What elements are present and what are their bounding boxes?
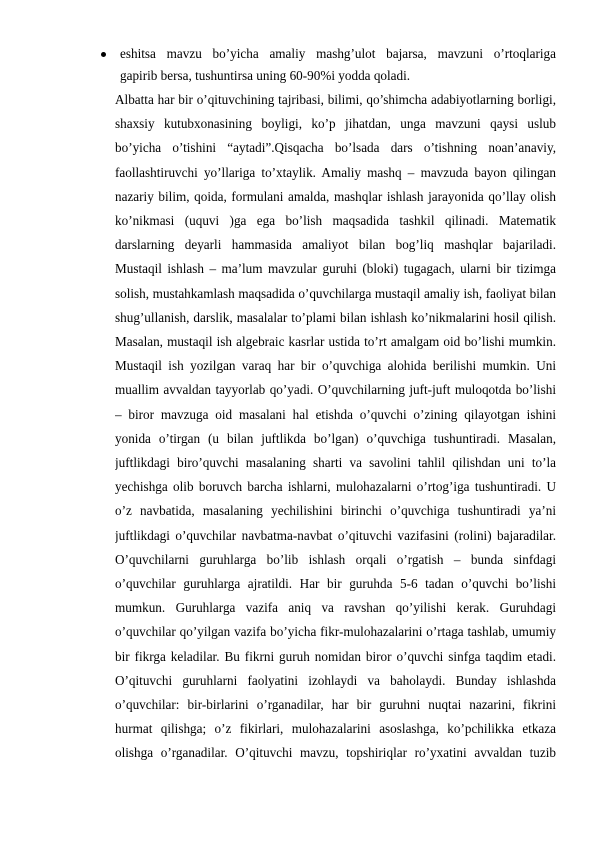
paragraph-line: solish, mustahkamlash maqsadida o’quvchilarga mustaqil amaliy ish, faoliyat bilan	[115, 285, 556, 301]
paragraph-line: yonida o’tirgan (u bilan juftlikda bo’lgan) o’quvchiga tushuntiradi. Masalan,	[115, 430, 556, 446]
bullet-text	[120, 43, 556, 87]
paragraph-line: faollashtiruvchi yo’llariga to’xtaylik. Amaliy mashq – mavzuda bayon qilingan	[115, 164, 556, 180]
paragraph-line: yechishga olib boruvch barcha ishlarni, mulohazalarni o’rtog’iga tushuntiradi. U	[115, 479, 556, 495]
paragraph-line: muallim avvaldan tayyorlab qo’yadi. O’quvchilarning juft-juft muloqotda bo’lishi	[115, 382, 556, 398]
paragraph-line: o’quvchilar guruhlarga ajratildi. Har bir guruhda 5-6 tadan o’quvchi bo’lishi	[115, 576, 556, 592]
paragraph-line: olishga o’rganadilar. O’qituvchi mavzu, topshiriqlar ro’yxatini avvaldan tuzib	[115, 745, 556, 761]
paragraph-line: hurmat qilishga; o’z fikirlari, mulohazalarini asoslashga, ko’pchilikka etkaza	[115, 721, 556, 737]
bullet-section	[115, 43, 556, 87]
paragraph-line: O’quvchilarni guruhlarga bo’lib ishlash orqali o’rgatish – bunda sinfdagi	[115, 551, 556, 567]
paragraph-line: nazariy bilim, qoida, formulani amalda, mashqlar ishlash jarayonida qo’llay olish	[115, 188, 556, 204]
paragraph-line: Masalan, mustaqil ish algebraic kasrlar ustida to’rt amalgam oid bo’lishi mumkin.	[115, 334, 556, 350]
paragraph-line: Mustaqil ishlash – ma’lum mavzular guruhi (bloki) tugagach, ularni bir tizimga	[115, 261, 556, 277]
paragraph-line: shaxsiy kutubxonasining boyligi, ko’p jihatdan, unga mavzuni qaysi uslub	[115, 116, 556, 132]
paragraph-line: mumkun. Guruhlarga vazifa aniq va ravshan qo’yilishi kerak. Guruhdagi	[115, 600, 556, 616]
paragraph-line: – biror mavzuga oid masalani hal etishda o’quvchi o’zining qilayotgan ishini	[115, 406, 556, 422]
paragraph-line: o’quvchilar: bir-birlarini o’rganadilar, har bir guruhni nuqtai nazarini, fikrini	[115, 697, 556, 713]
paragraph-line: Mustaqil ish yozilgan varaq har bir o’quvchiga alohida berilishi mumkin. Uni	[115, 358, 556, 374]
paragraph-line: bo’yicha o’tishini “aytadi”.Qisqacha bo’lsada dars o’tishning noan’anaviy,	[115, 140, 556, 156]
main-paragraph	[115, 88, 556, 766]
paragraph-line: O’qituvchi guruhlarni faolyatini izohlaydi va baholaydi. Bunday ishlashda	[115, 672, 556, 688]
paragraph-line: bir fikrga keladilar. Bu fikrni guruh nomidan biror o’quvchi sinfga taqdim etadi.	[115, 648, 556, 664]
bullet-item	[115, 43, 556, 87]
paragraph-line: o’quvchilar qo’yilgan vazifa bo’yicha fikr-mulohazalarini o’rtaga tashlab, umumiy	[115, 624, 556, 640]
paragraph-line: shug’ullanish, darslik, masalalar to’plami bilan ishlash ko’nikmalarini hosil qilish.	[115, 309, 556, 325]
paragraph-line: Albatta har bir o’qituvchining tajribasi, bilimi, qo’shimcha adabiyotlarning borligi,	[115, 92, 556, 107]
bullet-line: gapirib bersa, tushuntirsa uning 60-90%i yodda qoladi.	[120, 68, 411, 83]
paragraph-line: o’z navbatida, masalaning yechilishini birinchi o’quvchiga tushuntiradi ya’ni	[115, 503, 556, 519]
paragraph-line: juftlikdagi biro’quvchi masalaning sharti va savolini tahlil qilishdan uni to’la	[115, 455, 556, 471]
paragraph-line: ko’nikmasi (uquvi )ga ega bo’lish maqsadida tashkil qilinadi. Matematik	[115, 213, 556, 229]
bullet-line: eshitsa mavzu bo’yicha amaliy mashg’ulot bajarsa, mavzuni o’rtoqlariga	[120, 46, 556, 61]
paragraph-line: juftlikdagi o’quvchilar navbatma-navbat o’qituvchi vazifasini (rolini) bajaradilar.	[115, 527, 556, 543]
bullet-dot-icon	[101, 52, 106, 57]
paragraph-line: darslarning deyarli hammasida amaliyot bilan bog’liq mashqlar bajariladi.	[115, 237, 556, 253]
